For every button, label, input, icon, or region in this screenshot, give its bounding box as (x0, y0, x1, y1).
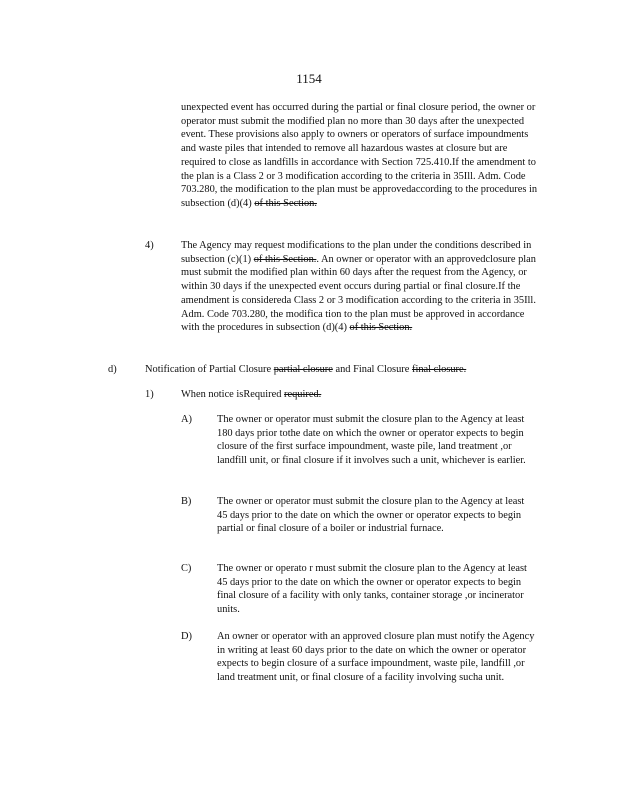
item-4-text-a: The Agency may request modifications to the plan under the conditions described in subsection (c)(1) (181, 240, 532, 265)
section-d-struck-b: final closure. (411, 364, 467, 375)
page-number: 1154 (296, 71, 322, 86)
sub-item-c-text: The owner or operato r must submit the closure plan to the Agency at least 45 days prior to the date on which the owner or operator expects to begin final closure of a facility with only tanks, container storage ,or incinerator units. (217, 563, 527, 616)
continued-paragraph (181, 101, 538, 211)
sub-item-b-text: The owner or operator must submit the closure plan to the Agency at least 45 days prior to the date on which the owner or operator expects to begin partial or final closure of a boiler or industrial furnace. (217, 496, 525, 535)
struck-text: of this Section. (254, 197, 317, 209)
item-1-text: When notice isRequired (181, 389, 282, 400)
item-4-text-b: . An owner or operator with an approvedclosure plan must submit the modified plan within 60 days after the request from the Agency, or within 30 days if the unexpected event occurs during partial or final closure.If the amendment is considereda Class 2 or 3 modification according to the criteria in 35Ill. Adm. Code 703.280, the modifica tion to the plan must be approved in accordance with the procedures in subsection (d)(4) (181, 253, 536, 334)
item-4-struck-a: of this Section. (253, 253, 317, 265)
section-d-heading (145, 363, 466, 377)
section-d-struck-a: partial closure (273, 364, 333, 375)
item-4-paragraph (181, 239, 538, 335)
item-1-struck: required. (284, 389, 322, 400)
sub-item-c-label: C) (181, 563, 192, 574)
section-d-text-b: and Final Closure (335, 364, 410, 375)
sub-item-a-text: The owner or operator must submit the closure plan to the Agency at least 180 days prior tothe date on which the owner or operator expects to begin closure of the first surface impoundment, waste pile, land treatment ,or landfill unit, or final closure if it involves such a unit, whichever is earlier. (217, 414, 526, 467)
item-1-label: 1) (145, 389, 154, 400)
section-d-label: d) (108, 364, 117, 375)
item-4-label: 4) (145, 240, 154, 251)
item-1-heading (181, 388, 321, 402)
sub-item-b-label: B) (181, 496, 192, 507)
sub-item-a-label: A) (181, 414, 192, 425)
sub-item-d-label: D) (181, 631, 192, 642)
item-4-struck-b: of this Section. (349, 322, 413, 334)
sub-item-d-text: An owner or operator with an approved closure plan must notify the Agency in writing at least 60 days prior to the date on which the owner or operator expects to begin closure of a surface impoundment, waste pile, landfill ,or land treatment unit, or final closure of a facility involving sucha unit. (217, 631, 535, 684)
section-d-text-a: Notification of Partial Closure (145, 364, 272, 375)
paragraph-text: unexpected event has occurred during the partial or final closure period, the owner or operator must submit the modified plan no more than 30 days after the unexpected event. These provisions also apply to owners or operators of surface impoundments and waste piles that intended to remove all hazardous wastes at closure but are required to close as landfills in accordance with Section 725.410.If the amendment to the plan is a Class 2 or 3 modification according to the criteria in 35Ill. Adm. Code 703.280, the modification to the plan must be approvedaccording to the procedures in subsection (d)(4) (181, 102, 538, 209)
